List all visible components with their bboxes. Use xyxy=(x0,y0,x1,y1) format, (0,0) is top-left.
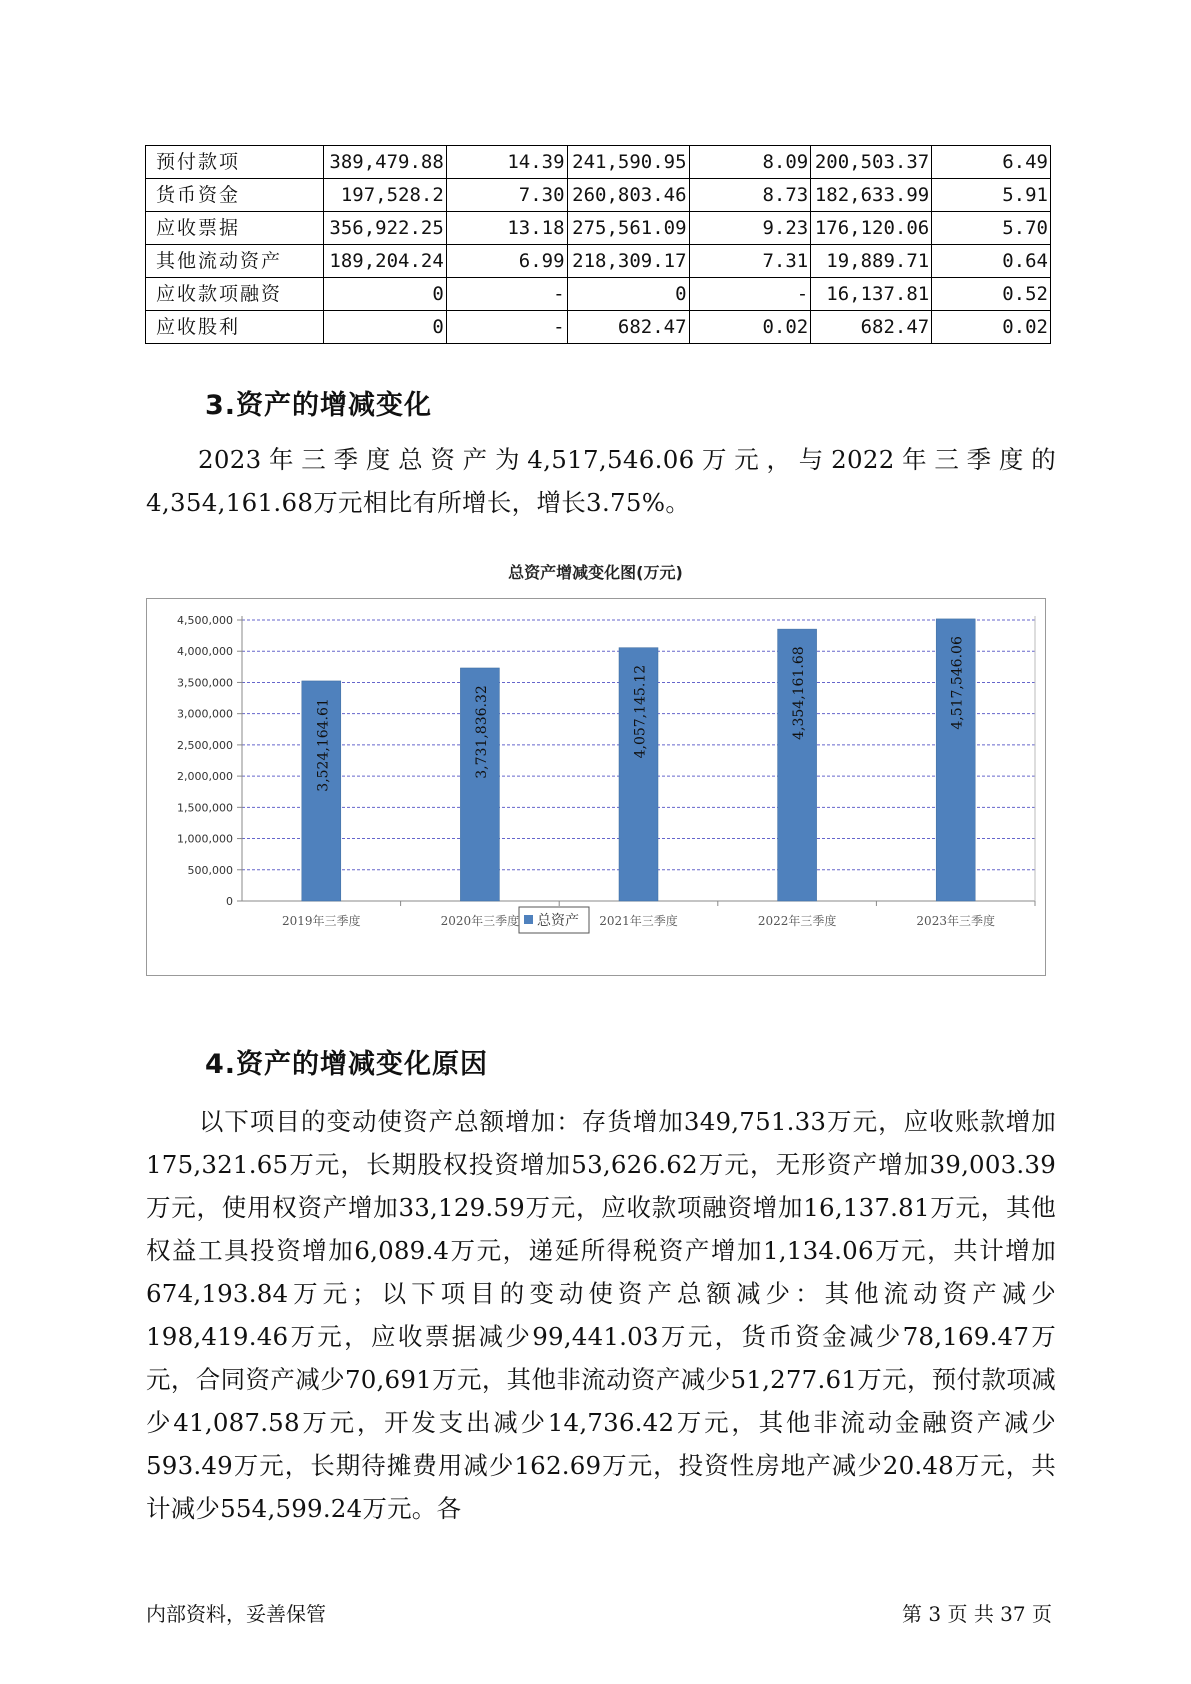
table-cell: 0 xyxy=(567,278,689,311)
table-cell: 197,528.2 xyxy=(323,179,446,212)
bar-data-label: 3,524,164.61 xyxy=(315,698,332,792)
table-cell: 0 xyxy=(323,278,446,311)
table-cell: 682.47 xyxy=(811,311,932,344)
asset-table xyxy=(145,145,1051,344)
section-heading: 4.资产的增减变化原因 xyxy=(205,1049,489,1080)
x-tick-label: 2020年三季度 xyxy=(440,914,520,928)
table-cell: 16,137.81 xyxy=(811,278,932,311)
table-cell: 189,204.24 xyxy=(323,245,446,278)
table-cell: 356,922.25 xyxy=(323,212,446,245)
table-cell: 182,633.99 xyxy=(811,179,932,212)
table-cell: 682.47 xyxy=(567,311,689,344)
table-cell: 14.39 xyxy=(446,146,567,179)
bar-data-label: 4,354,161.68 xyxy=(791,646,808,740)
section-heading: 3.资产的增减变化 xyxy=(205,390,433,421)
y-tick-label: 1,000,000 xyxy=(177,832,233,846)
bar-chart xyxy=(146,598,1046,1023)
table-cell: 0.52 xyxy=(932,278,1051,311)
table-cell: 9.23 xyxy=(689,212,811,245)
bar-data-label: 4,057,145.12 xyxy=(632,664,649,759)
table-cell: - xyxy=(446,278,567,311)
chart-title: 总资产增减变化图(万元) xyxy=(508,563,683,582)
table-cell: 0.64 xyxy=(932,245,1051,278)
y-tick-label: 3,500,000 xyxy=(177,676,233,690)
table-cell: 7.30 xyxy=(446,179,567,212)
section-paragraph: 2023年三季度总资产为4,517,546.06万元，与2022年三季度的4,354,161.68万元相比有所增长，增长3.75%。 xyxy=(146,445,1056,517)
table-cell: 13.18 xyxy=(446,212,567,245)
table-cell: 19,889.71 xyxy=(811,245,932,278)
table-cell: 6.99 xyxy=(446,245,567,278)
table-row xyxy=(146,179,1051,212)
y-tick-label: 0 xyxy=(226,895,233,908)
y-tick-label: 2,000,000 xyxy=(177,770,233,784)
table-cell: 7.31 xyxy=(689,245,811,278)
footer-page-number: 第 3 页 共 37 页 xyxy=(902,1602,1052,1626)
legend-label: 总资产 xyxy=(537,913,579,929)
chart-canvas xyxy=(146,598,1046,1023)
table-row xyxy=(146,212,1051,245)
legend-swatch xyxy=(524,915,533,924)
row-label: 应收款项融资 xyxy=(146,278,324,311)
row-label: 应收票据 xyxy=(146,212,324,245)
y-tick-label: 500,000 xyxy=(187,863,233,877)
x-tick-label: 2022年三季度 xyxy=(757,914,837,928)
table-cell: - xyxy=(446,311,567,344)
table-cell: 176,120.06 xyxy=(811,212,932,245)
table-cell: 260,803.46 xyxy=(567,179,689,212)
table-cell: 8.73 xyxy=(689,179,811,212)
row-label: 预付款项 xyxy=(146,146,324,179)
table-cell: 0.02 xyxy=(689,311,811,344)
table-cell: 275,561.09 xyxy=(567,212,689,245)
row-label: 应收股利 xyxy=(146,311,324,344)
table-cell: 0 xyxy=(323,311,446,344)
bar-data-label: 4,517,546.06 xyxy=(949,636,966,730)
bar-data-label: 3,731,836.32 xyxy=(473,685,490,779)
table-row xyxy=(146,311,1051,344)
y-tick-label: 2,500,000 xyxy=(177,738,233,752)
table-cell: 389,479.88 xyxy=(323,146,446,179)
x-tick-label: 2021年三季度 xyxy=(599,914,678,928)
y-tick-label: 1,500,000 xyxy=(177,801,233,815)
x-tick-label: 2023年三季度 xyxy=(916,914,995,928)
table-cell: 5.91 xyxy=(932,179,1051,212)
table-cell: 200,503.37 xyxy=(811,146,932,179)
table-cell: 0.02 xyxy=(932,311,1051,344)
row-label: 货币资金 xyxy=(146,179,324,212)
y-tick-label: 4,000,000 xyxy=(177,645,233,659)
table-row xyxy=(146,278,1051,311)
row-label: 其他流动资产 xyxy=(146,245,324,278)
table-cell: 218,309.17 xyxy=(567,245,689,278)
table-cell: 5.70 xyxy=(932,212,1051,245)
table-cell: 241,590.95 xyxy=(567,146,689,179)
y-tick-label: 4,500,000 xyxy=(177,614,233,627)
y-tick-label: 3,000,000 xyxy=(177,707,233,721)
section-paragraph: 以下项目的变动使资产总额增加：存货增加349,751.33万元，应收账款增加175,321.65万元，长期股权投资增加53,626.62万元，无形资产增加39,003.39万元，使用权资产增加33,129.59万元，应收款项融资增加16,137.81万元，其他权益工具投资增加6,089.4万元，递延所得税资产增加1,134.06万元，共计增加674,193.84万元；以下项目的变动使资产总额减少：其他流动资产减少198,419.46万元，应收票据减少99,441.03万元，货币资金减少78,169.47万元，合同资产减少70,691万元，其他非流动资产减少51,277.61万元，预付款项减少41,087.58万元，开发支出减少14,736.42万元，其他非流动金融资产减少593.49万元，长期待摊费用减少162.69万元，投资性房地产减少20.48万元，共计减少554,599.24万元。各 xyxy=(146,1107,1056,1523)
table-cell: 8.09 xyxy=(689,146,811,179)
table-cell: - xyxy=(689,278,811,311)
table-row xyxy=(146,245,1051,278)
table-cell: 6.49 xyxy=(932,146,1051,179)
x-tick-label: 2019年三季度 xyxy=(282,914,361,928)
footer-confidential-note: 内部资料，妥善保管 xyxy=(146,1602,326,1626)
table-row xyxy=(146,146,1051,179)
